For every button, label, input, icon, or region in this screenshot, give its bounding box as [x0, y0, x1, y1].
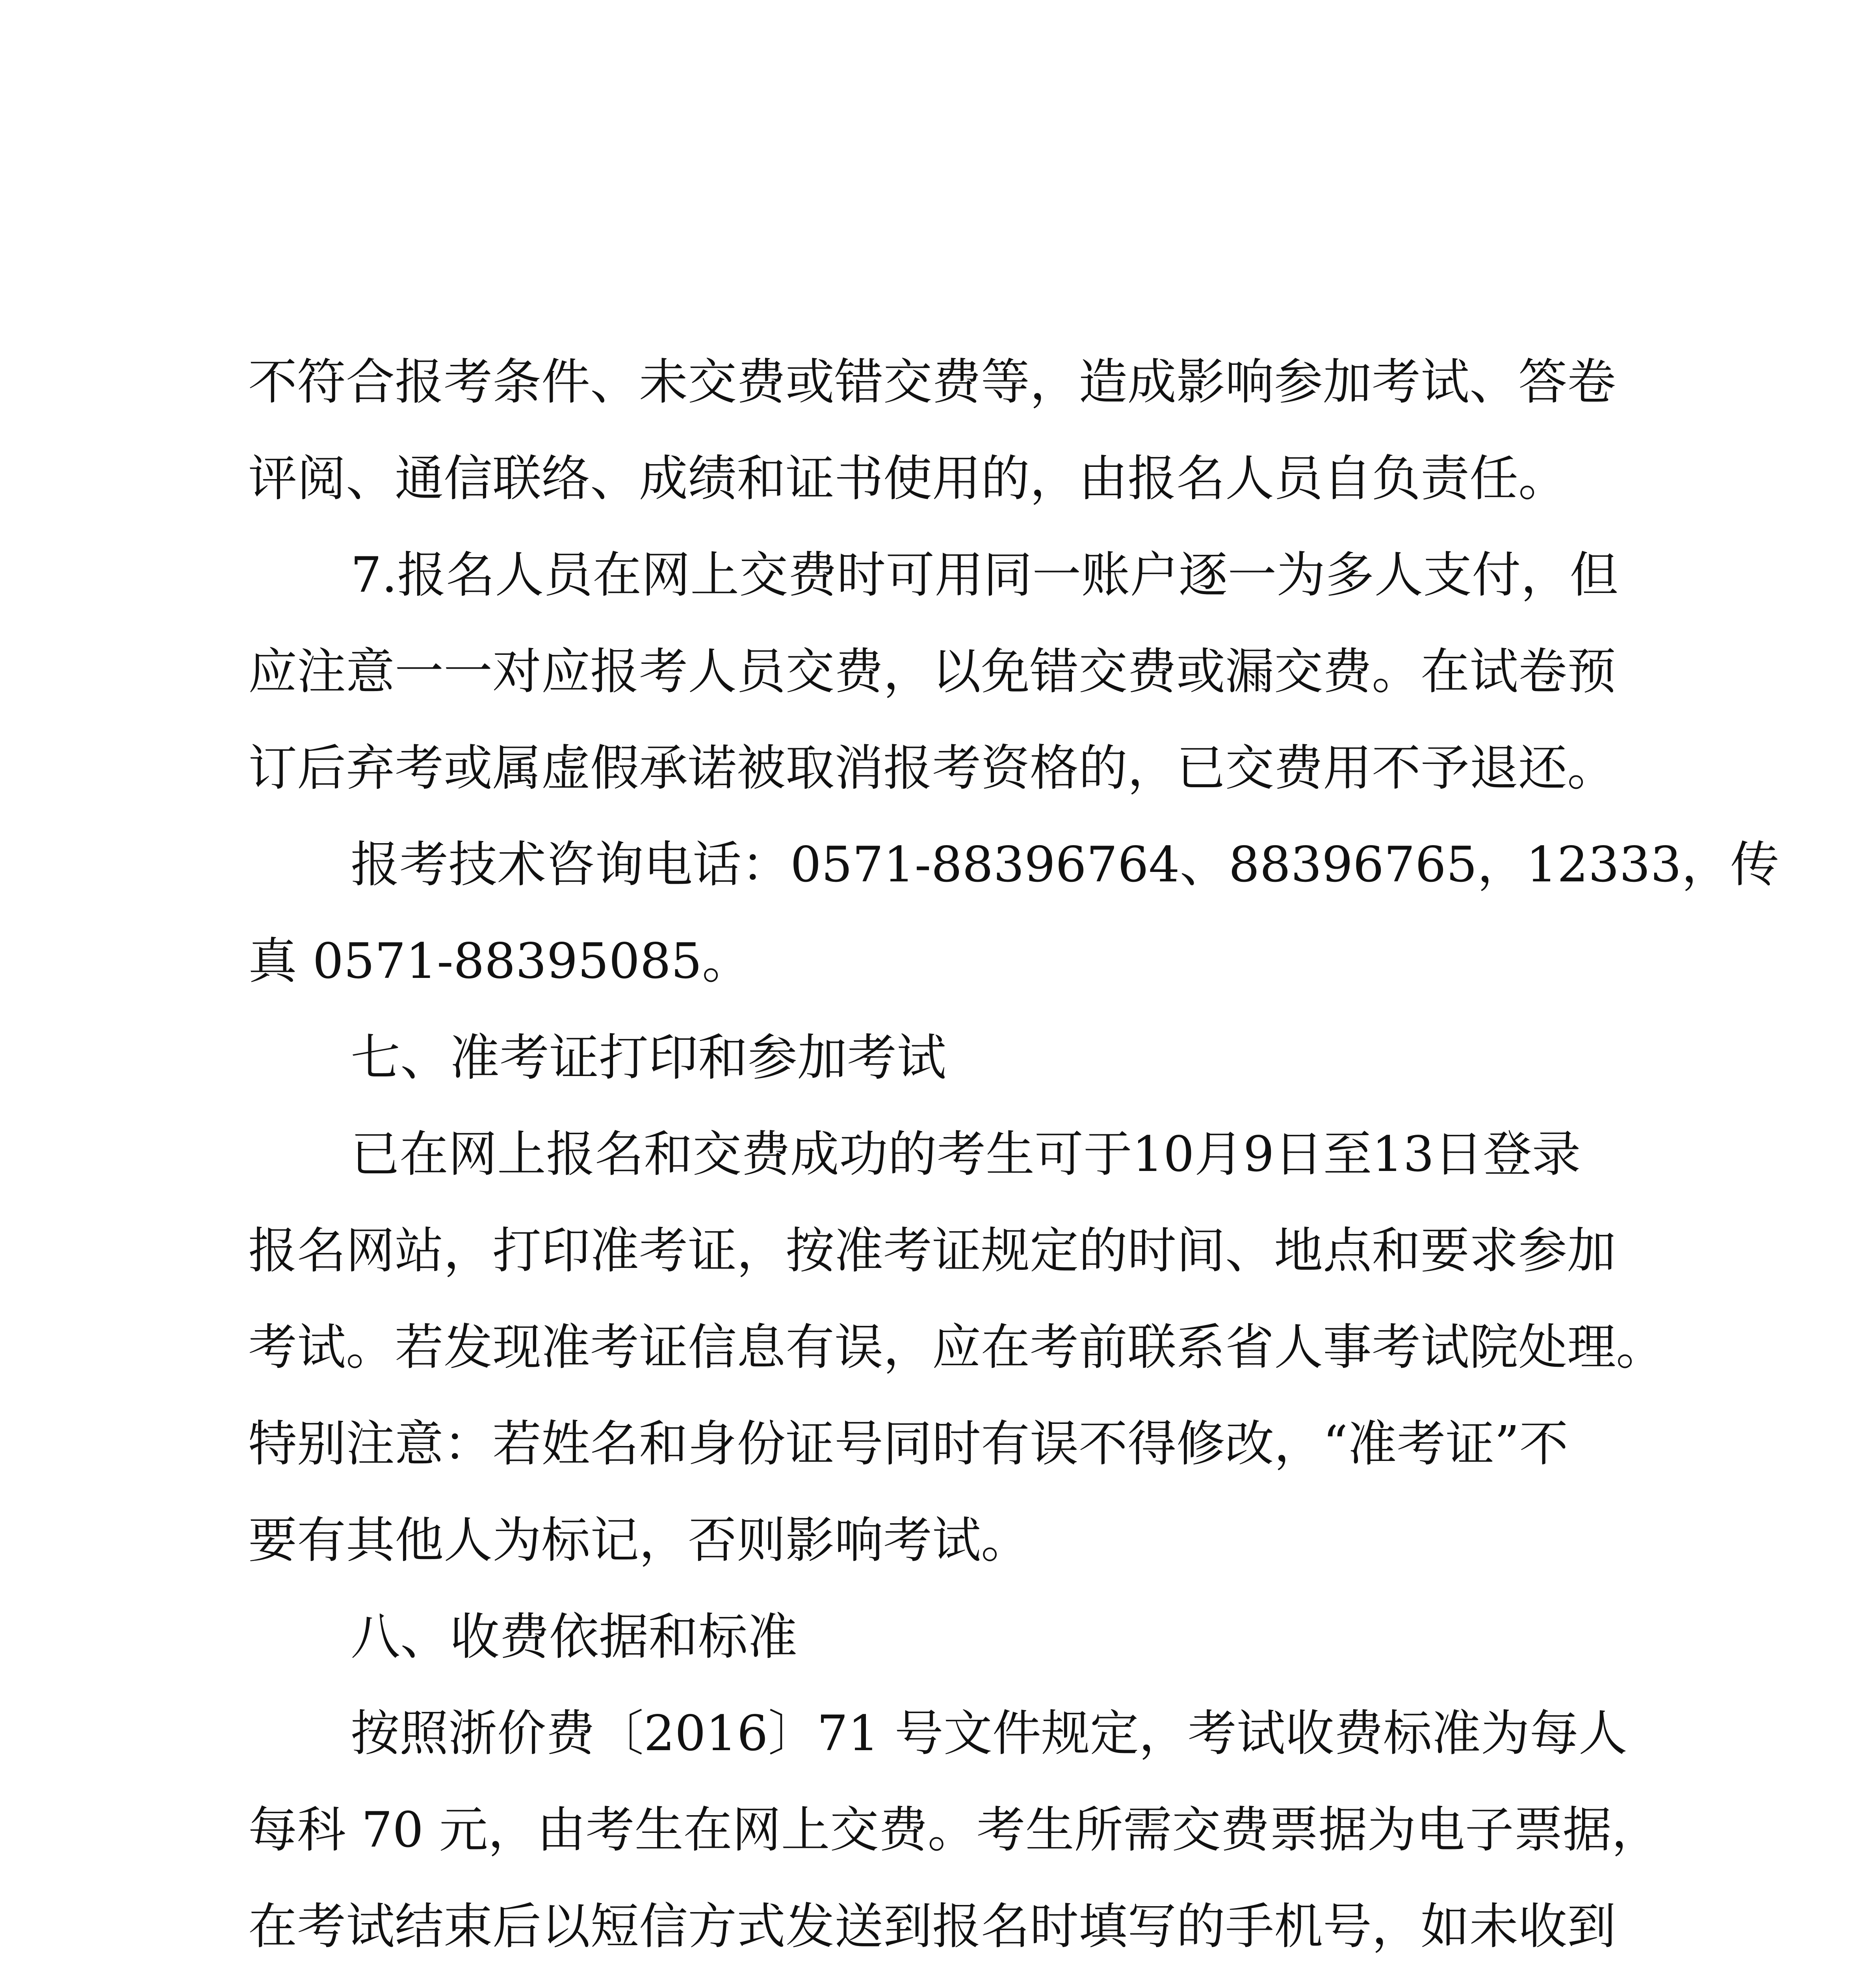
paragraph-line: 考试。若发现准考证信息有误，应在考前联系省人事考试院处理。 [248, 1319, 1665, 1376]
section-heading: 七、准考证打印和参加考试 [351, 1029, 946, 1087]
paragraph-line: 应注意一一对应报考人员交费，以免错交费或漏交费。在试卷预 [248, 643, 1616, 700]
paragraph-line: 每科 70 元，由考生在网上交费。考生所需交费票据为电子票据， [248, 1802, 1661, 1858]
paragraph-line: 报名网站，打印准考证，按准考证规定的时间、地点和要求参加 [248, 1223, 1616, 1279]
fax-line: 真 0571-88395085。 [248, 933, 751, 990]
paragraph-line: 评阅、通信联络、成绩和证书使用的，由报名人员自负责任。 [248, 450, 1568, 507]
paragraph-line: 已在网上报名和交费成功的考生可于10月9日至13日登录 [351, 1126, 1581, 1183]
paragraph-line: 要有其他人为标记，否则影响考试。 [248, 1512, 1030, 1569]
paragraph-line: 按照浙价费〔2016〕71 号文件规定，考试收费标准为每人 [351, 1705, 1627, 1762]
paragraph-line: 在考试结束后以短信方式发送到报名时填写的手机号，如未收到 [248, 1898, 1616, 1955]
contact-line: 报考技术咨询电话：0571-88396764、88396765，12333，传 [351, 836, 1779, 893]
paragraph-line: 订后弃考或属虚假承诺被取消报考资格的，已交费用不予退还。 [248, 740, 1616, 797]
paragraph-line: 7.报名人员在网上交费时可用同一账户逐一为多人支付，但 [351, 547, 1619, 604]
paragraph-line: 特别注意：若姓名和身份证号同时有误不得修改，“准考证”不 [248, 1416, 1568, 1472]
section-heading: 八、收费依据和标准 [351, 1608, 797, 1666]
paragraph-line: 不符合报考条件、未交费或错交费等，造成影响参加考试、答卷 [248, 354, 1616, 411]
